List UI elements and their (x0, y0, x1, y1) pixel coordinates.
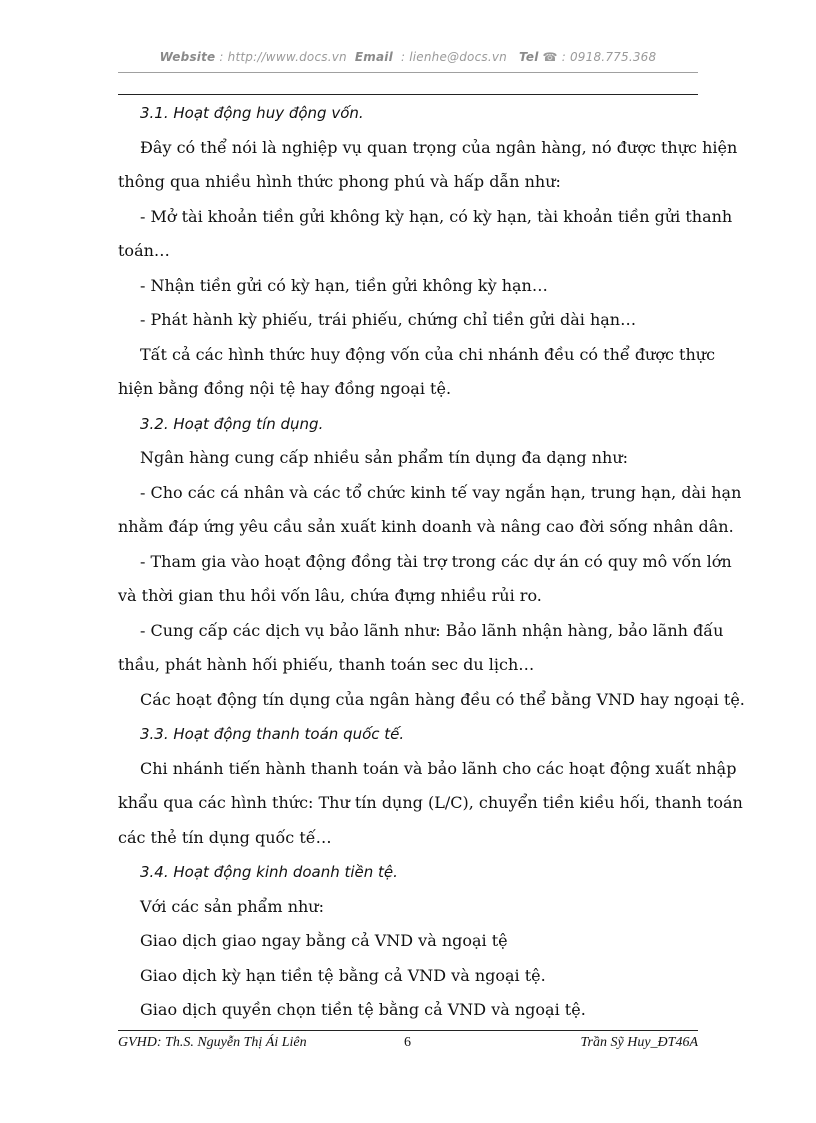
bullet-line: - Cho các cá nhân và các tổ chức kinh tế vay ngắn hạn, trung hạn, dài hạn (140, 482, 742, 502)
footer-author: Trần Sỹ Huy_ĐT46A (580, 1035, 698, 1050)
website-value: : http://www.docs.vn (219, 50, 347, 64)
tel-value: ☎ : 0918.775.368 (542, 50, 657, 64)
page-footer (118, 1035, 698, 1055)
paragraph-line: toán… (118, 241, 170, 260)
bullet-line: - Nhận tiền gửi có kỳ hạn, tiền gửi không kỳ hạn… (140, 275, 548, 295)
list-item: Giao dịch giao ngay bằng cả VND và ngoại tệ (140, 931, 508, 950)
section-heading-3-4: 3.4. Hoạt động kinh doanh tiền tệ. (140, 863, 398, 881)
tel-label: Tel (519, 50, 539, 64)
page-header (118, 50, 698, 72)
paragraph-line: Các hoạt động tín dụng của ngân hàng đều có thể bằng VND hay ngoại tệ. (140, 689, 745, 709)
paragraph-line: và thời gian thu hồi vốn lâu, chứa đựng nhiều rủi ro. (118, 586, 542, 605)
section-heading-3-3: 3.3. Hoạt động thanh toán quốc tế. (140, 725, 405, 743)
paragraph-line: Chi nhánh tiến hành thanh toán và bảo lãnh cho các hoạt động xuất nhập (140, 758, 737, 778)
paragraph-line: hiện bằng đồng nội tệ hay đồng ngoại tệ. (118, 379, 452, 398)
bullet-line: - Phát hành kỳ phiếu, trái phiếu, chứng chỉ tiền gửi dài hạn… (140, 310, 637, 329)
page-number: 6 (404, 1035, 411, 1050)
footer-advisor: GVHD: Th.S. Nguyễn Thị Ái Liên (118, 1035, 307, 1050)
paragraph-line: thầu, phát hành hối phiếu, thanh toán sec du lịch… (118, 655, 535, 674)
paragraph-line: nhằm đáp ứng yêu cầu sản xuất kinh doanh và nâng cao đời sống nhân dân. (118, 517, 734, 536)
bullet-line: - Mở tài khoản tiền gửi không kỳ hạn, có kỳ hạn, tài khoản tiền gửi thanh (140, 206, 733, 226)
footer-divider (118, 1030, 698, 1031)
email-label: Email (354, 50, 393, 64)
paragraph-line: Tất cả các hình thức huy động vốn của chi nhánh đều có thể được thực (140, 344, 716, 364)
email-value: : lienhe@docs.vn (400, 50, 507, 64)
paragraph-line: Với các sản phẩm như: (140, 896, 324, 916)
paragraph-line: khẩu qua các hình thức: Thư tín dụng (L/C), chuyển tiền kiều hối, thanh toán (118, 793, 743, 812)
website-label: Website (159, 50, 216, 64)
section-heading-3-1: 3.1. Hoạt động huy động vốn. (140, 104, 364, 122)
bullet-line: - Tham gia vào hoạt động đồng tài trợ trong các dự án có quy mô vốn lớn (140, 551, 732, 571)
list-item: Giao dịch kỳ hạn tiền tệ bằng cả VND và ngoại tệ. (140, 965, 546, 985)
section-heading-3-2: 3.2. Hoạt động tín dụng. (140, 414, 324, 433)
document-body (118, 96, 745, 1028)
header-divider (118, 72, 698, 73)
paragraph-line: thông qua nhiều hình thức phong phú và hấp dẫn như: (118, 172, 561, 191)
content-top-divider (118, 94, 698, 95)
bullet-line: - Cung cấp các dịch vụ bảo lãnh như: Bảo lãnh nhận hàng, bảo lãnh đấu (140, 620, 724, 640)
list-item: Giao dịch quyền chọn tiền tệ bằng cả VND và ngoại tệ. (140, 1000, 586, 1019)
paragraph-line: các thẻ tín dụng quốc tế… (118, 827, 332, 847)
paragraph-line: Ngân hàng cung cấp nhiều sản phẩm tín dụng đa dạng như: (140, 448, 629, 467)
paragraph-line: Đây có thể nói là nghiệp vụ quan trọng của ngân hàng, nó được thực hiện (140, 137, 738, 157)
